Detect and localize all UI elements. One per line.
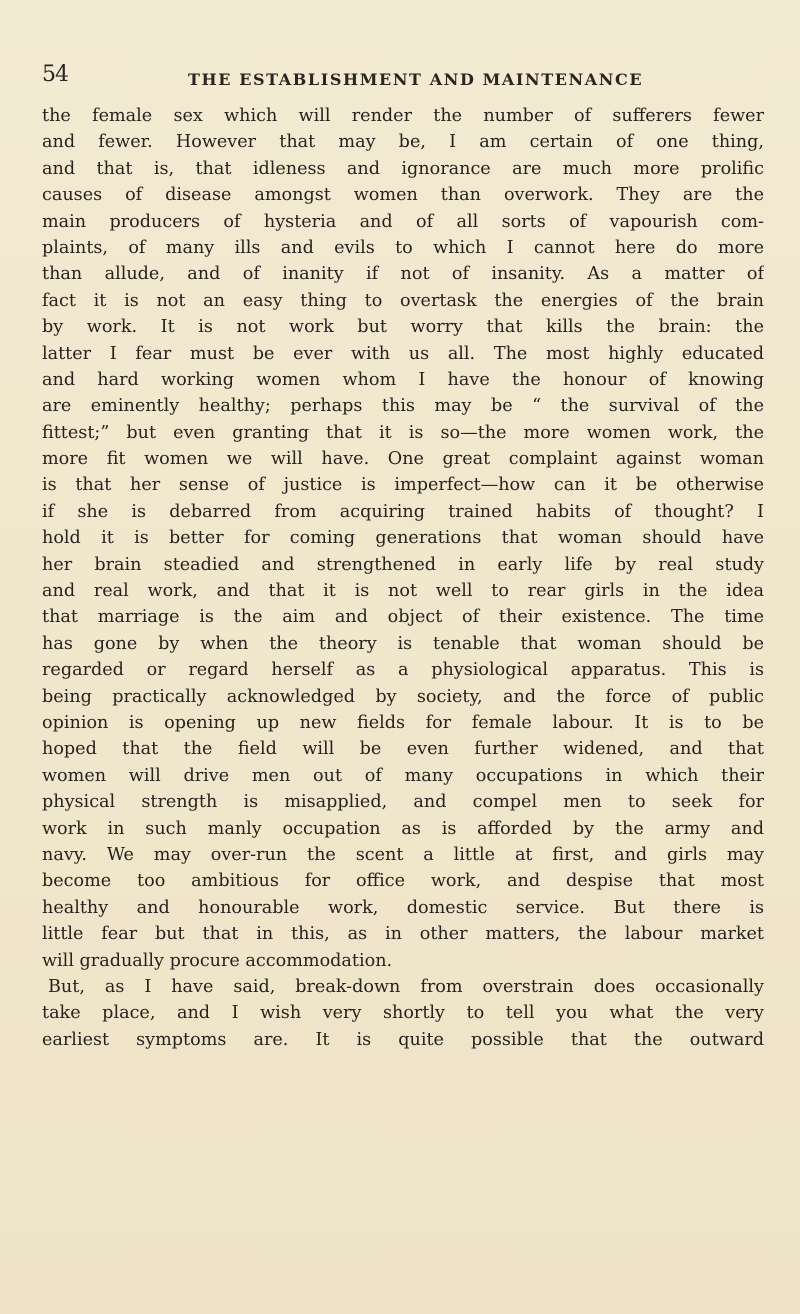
text-line: the female sex which will render the number of sufferers fewer [42,106,764,126]
text-line: if she is debarred from acquiring trained habits of thought? I [42,501,764,522]
text-line: navy. We may over-run the scent a little at first, and girls may [42,844,764,865]
text-line: regarded or regard herself as a physiological apparatus. This is [42,660,764,681]
text-line: take place, and I wish very shortly to tell you what the very [42,1003,764,1024]
text-line: that marriage is the aim and object of their existence. The time [42,607,764,628]
text-line: work in such manly occupation as is afforded by the army and [42,818,764,839]
text-line: than allude, and of inanity if not of insanity. As a matter of [42,264,764,285]
page-header [42,62,762,102]
text-line: more fit women we will have. One great complaint against woman [42,449,764,470]
text-line: physical strength is misapplied, and compel men to seek for [42,792,764,813]
text-line: main producers of hysteria and of all sorts of vapourish com- [42,211,764,232]
text-line: plaints, of many ills and evils to which I cannot here do more [42,237,764,258]
text-line: being practically acknowledged by society, and the force of public [42,686,764,707]
text-line: and real work, and that it is not well to rear girls in the idea [42,581,764,602]
page-number: 54 [42,62,68,87]
text-line: and that is, that idleness and ignorance are much more prolific [42,158,764,179]
running-head: THE ESTABLISHMENT AND MAINTENANCE [188,70,644,89]
text-line: fittest;” but even granting that it is so—the more women work, the [42,422,764,443]
text-line: earliest symptoms are. It is quite possible that the outward [42,1029,764,1050]
text-line: fact it is not an easy thing to overtask the energies of the brain [42,290,764,311]
text-line: little fear but that in this, as in other matters, the labour market [42,924,764,945]
text-line: opinion is opening up new fields for female labour. It is to be [42,712,764,733]
text-line: women will drive men out of many occupations in which their [42,765,764,786]
body-text [42,103,764,1053]
text-line: healthy and honourable work, domestic service. But there is [42,897,764,918]
text-line: are eminently healthy; perhaps this may be “ the survival of the [42,396,764,417]
text-line: hoped that the field will be even further widened, and that [42,739,764,760]
text-line: is that her sense of justice is imperfect—how can it be otherwise [42,475,764,496]
text-line: her brain steadied and strengthened in early life by real study [42,554,764,575]
text-line: by work. It is not work but worry that kills the brain: the [42,317,764,338]
text-line: hold it is better for coming generations that woman should have [42,528,764,549]
text-line: has gone by when the theory is tenable that woman should be [42,633,764,654]
text-line: and fewer. However that may be, I am certain of one thing, [42,132,764,153]
text-line: become too ambitious for office work, and despise that most [42,871,764,892]
text-line: causes of disease amongst women than overwork. They are the [42,185,764,206]
paragraph-end-line: will gradually procure accommodation. [42,950,393,971]
text-line: latter I fear must be ever with us all. The most highly educated [42,343,764,364]
paragraph-start-line: But, as I have said, break-down from overstrain does occasionally [48,976,764,997]
text-line: and hard working women whom I have the honour of knowing [42,369,764,390]
